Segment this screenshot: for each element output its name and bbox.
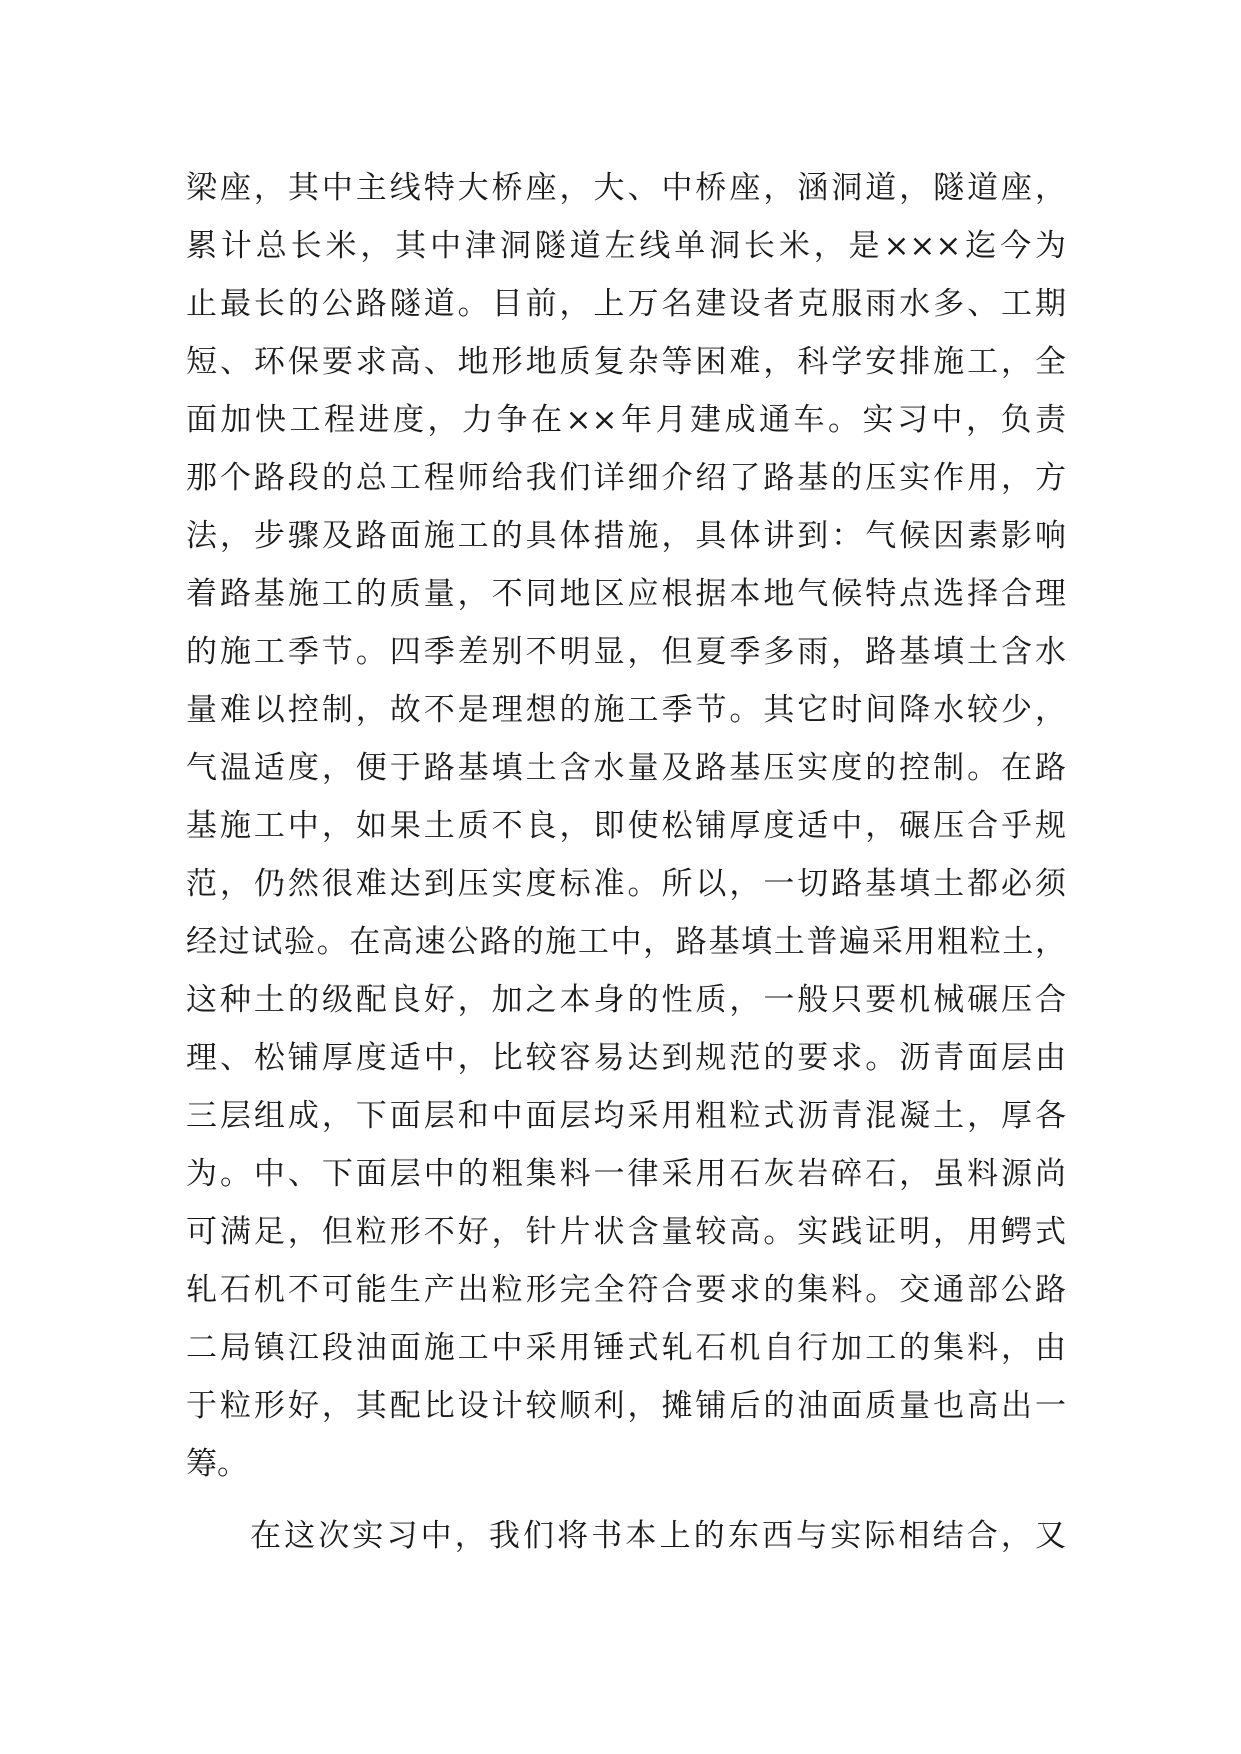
paragraph-1-line: 累计总长米，其中津洞隧道左线单洞长米，是×××迄今为: [186, 228, 1066, 264]
paragraph-1-line: 的施工季节。四季差别不明显，但夏季多雨，路基填土含水: [186, 634, 1066, 670]
paragraph-1-line: 气温适度，便于路基填土含水量及路基压实度的控制。在路: [186, 750, 1066, 786]
paragraph-1-line: 法，步骤及路面施工的具体措施，具体讲到：气候因素影响: [186, 518, 1066, 554]
paragraph-1-line: 面加快工程进度，力争在××年月建成通车。实习中，负责: [186, 402, 1066, 438]
paragraph-1-line: 理、松铺厚度适中，比较容易达到规范的要求。沥青面层由: [186, 1040, 1066, 1076]
paragraph-1-line: 范，仍然很难达到压实度标准。所以，一切路基填土都必须: [186, 866, 1066, 902]
paragraph-1-line: 梁座，其中主线特大桥座，大、中桥座，涵洞道，隧道座，: [186, 170, 1066, 206]
paragraph-1-line: 着路基施工的质量，不同地区应根据本地气候特点选择合理: [186, 576, 1066, 612]
paragraph-1-line: 基施工中，如果土质不良，即使松铺厚度适中，碾压合乎规: [186, 808, 1066, 844]
paragraph-1-line: 为。中、下面层中的粗集料一律采用石灰岩碎石，虽料源尚: [186, 1156, 1066, 1192]
paragraph-1-line: 短、环保要求高、地形地质复杂等困难，科学安排施工，全: [186, 344, 1066, 380]
paragraph-1-line: 可满足，但粒形不好，针片状含量较高。实践证明，用鳄式: [186, 1214, 1066, 1250]
paragraph-1-line: 这种土的级配良好，加之本身的性质，一般只要机械碾压合: [186, 982, 1066, 1018]
paragraph-1-line: 经过试验。在高速公路的施工中，路基填土普遍采用粗粒土，: [186, 924, 1066, 960]
paragraph-1-line: 三层组成，下面层和中面层均采用粗粒式沥青混凝土，厚各: [186, 1098, 1066, 1134]
body-text: [186, 159, 1066, 1565]
paragraph-1-line: 轧石机不可能生产出粒形完全符合要求的集料。交通部公路: [186, 1272, 1066, 1308]
paragraph-1-line: 止最长的公路隧道。目前，上万名建设者克服雨水多、工期: [186, 286, 1066, 322]
paragraph-1-line: 于粒形好，其配比设计较顺利，摊铺后的油面质量也高出一: [186, 1388, 1066, 1424]
paragraph-1-line: 那个路段的总工程师给我们详细介绍了路基的压实作用，方: [186, 460, 1066, 496]
paragraph-1-last-line: 筹。: [186, 1446, 248, 1482]
paragraph-1-line: 量难以控制，故不是理想的施工季节。其它时间降水较少，: [186, 692, 1066, 728]
paragraph-1-line: 二局镇江段油面施工中采用锤式轧石机自行加工的集料，由: [186, 1330, 1066, 1366]
paragraph-gap: [186, 1493, 1066, 1507]
paragraph-2-line: 在这次实习中，我们将书本上的东西与实际相结合，又: [250, 1518, 1066, 1554]
